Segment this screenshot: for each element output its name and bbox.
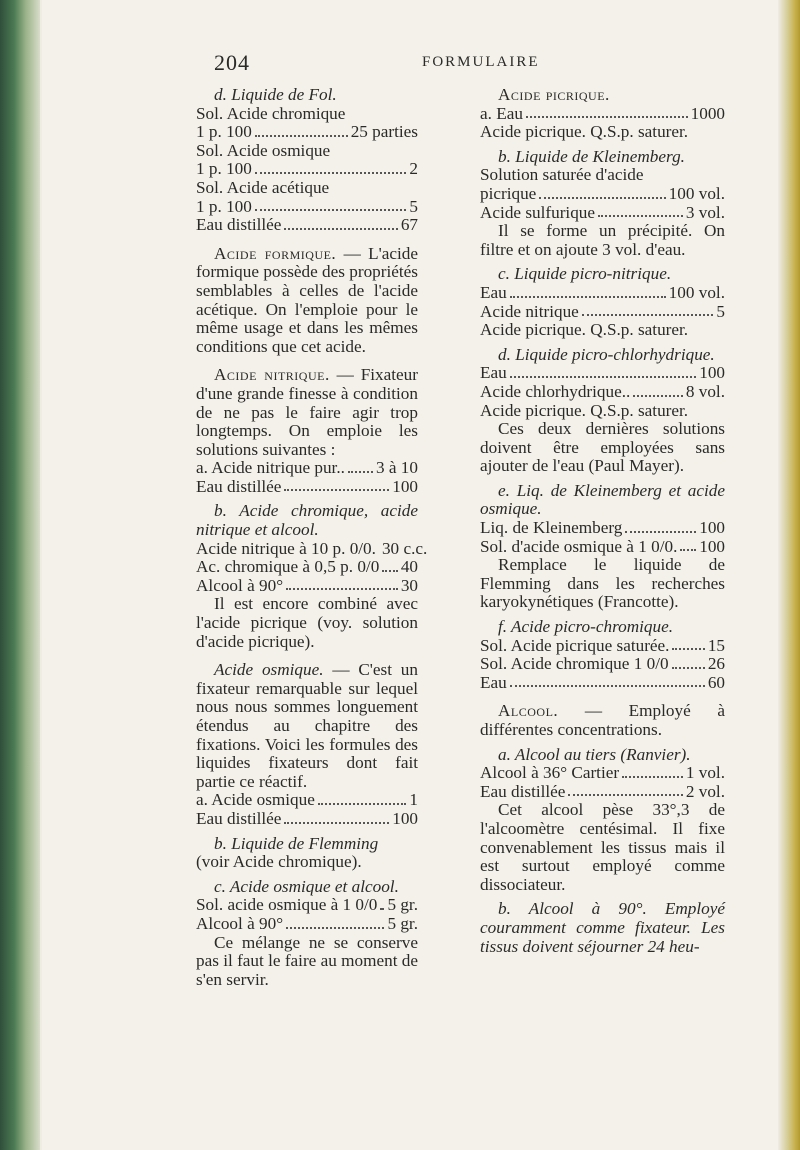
formula-row — [196, 198, 418, 217]
leader-dots — [510, 674, 705, 688]
ingredient-quantity: 5 gr. — [387, 913, 418, 933]
section-text: — L'acide formique possède des propriétés semblables à celles de l'acide acétique. On l'emploie pour le même usage et dans les mêmes conditions que cet acide. — [196, 243, 418, 356]
formula-row — [196, 123, 418, 142]
leader-dots — [680, 538, 696, 552]
leader-dots — [625, 519, 696, 533]
leader-dots — [633, 383, 683, 397]
ingredient-quantity: 8 vol. — [685, 381, 725, 401]
leader-dots — [672, 637, 704, 651]
ingredient-quantity: 1 — [409, 790, 418, 810]
section-text: — Fixateur d'une grande finesse à condition de ne pas le faire agir trop longtemps. On emploie les solutions suivantes : — [196, 365, 418, 459]
formula-row — [196, 558, 418, 577]
ingredient-quantity: 100 vol. — [668, 183, 725, 203]
ingredient-quantity: 100 vol. — [668, 282, 725, 302]
leader-dots — [255, 160, 407, 174]
text-line: Sol. Acide osmique — [196, 140, 331, 160]
ingredient-label: Eau — [480, 363, 507, 383]
leader-dots — [286, 915, 384, 929]
ingredient-label: a. Acide osmique — [196, 790, 315, 810]
text-line: Solution saturée d'acide — [480, 165, 644, 185]
book-spine-left — [0, 0, 40, 1150]
entry-heading: f. Acide picro-chromique. — [498, 617, 674, 637]
section-text: — Employé à différentes concentrations. — [480, 701, 725, 739]
leader-dots — [380, 896, 384, 910]
formula-row — [480, 204, 725, 223]
ingredient-label: Acide sulfurique — [480, 202, 596, 222]
section-paragraph — [196, 366, 418, 459]
ingredient-label: Eau — [480, 672, 507, 692]
ingredient-quantity: 15 — [707, 635, 725, 655]
leader-dots — [598, 204, 683, 218]
formula-row — [480, 519, 725, 538]
ingredient-quantity: 100 — [699, 536, 725, 556]
leader-dots — [382, 558, 398, 572]
ingredient-label: Eau distillée — [196, 215, 282, 235]
formula-row — [480, 284, 725, 303]
text-line: Acide picrique. Q.S.p. saturer. — [480, 320, 689, 340]
leader-dots — [318, 791, 407, 805]
entry-heading: b. Liquide de Flemming — [214, 833, 379, 853]
formula-row — [196, 915, 418, 934]
ingredient-label: a. Eau — [480, 103, 523, 123]
ingredient-quantity: 40 — [400, 557, 418, 577]
formula-row — [480, 538, 725, 557]
ingredient-quantity: 30 — [400, 575, 418, 595]
formula-row — [196, 791, 418, 810]
formula-row — [480, 185, 725, 204]
ingredient-label: 1 p. 100 — [196, 122, 252, 142]
formula-row — [480, 303, 725, 322]
text-line: (voir Acide chromique). — [196, 852, 362, 872]
formula-row — [480, 674, 725, 693]
leader-dots — [622, 764, 683, 778]
section-paragraph — [196, 245, 418, 357]
text-line: Sol. Acide acétique — [196, 177, 330, 197]
ingredient-quantity: 100 — [392, 808, 418, 828]
leader-dots — [582, 303, 714, 317]
leader-dots — [284, 216, 397, 230]
paragraph: Cet alcool pèse 33°,3 de l'alcoomètre centésimal. Il fixe convenablement les tissus mais il est surtout employé comme dissociateur. — [480, 800, 725, 894]
entry-heading: d. Liquide de Fol. — [214, 85, 337, 104]
ingredient-quantity: 5 — [409, 196, 418, 216]
leader-dots — [510, 364, 696, 378]
leader-dots — [510, 284, 666, 298]
left-column — [196, 80, 428, 989]
ingredient-label: 1 p. 100 — [196, 159, 252, 179]
paragraph: Ce mélange ne se conserve pas il faut le faire au moment de s'en servir. — [196, 932, 418, 989]
ingredient-label: 1 p. 100 — [196, 196, 252, 216]
ingredient-quantity: 30 c.c. — [381, 538, 428, 558]
paragraph: Ces deux dernières solutions doivent être employées sans ajouter de l'eau (Paul Mayer). — [480, 419, 725, 476]
ingredient-label: Eau distillée — [196, 476, 282, 496]
ingredient-quantity: 60 — [707, 672, 725, 692]
ingredient-label: Sol. acide osmique à 1 0/0 — [196, 895, 378, 915]
ingredient-quantity: 26 — [707, 654, 725, 674]
ingredient-quantity: 3 vol. — [685, 202, 725, 222]
section-heading: Alcool. — [498, 701, 559, 721]
ingredient-label: Eau distillée — [480, 781, 566, 801]
book-edge-right — [778, 0, 800, 1150]
formula-row — [480, 655, 725, 674]
ingredient-quantity: 2 vol. — [685, 781, 725, 801]
right-column — [480, 80, 725, 956]
section-paragraph — [196, 661, 418, 791]
ingredient-quantity: 5 — [716, 301, 725, 321]
ingredient-label: Sol. Acide chromique 1 0/0 — [480, 654, 669, 674]
section-heading: Acide formique. — [214, 243, 337, 263]
leader-dots — [672, 655, 705, 669]
ingredient-label: Eau distillée — [196, 808, 282, 828]
ingredient-quantity: 3 à 10 — [375, 458, 418, 478]
formula-row — [480, 105, 725, 124]
formula-row — [196, 459, 418, 478]
entry-heading: b. Alcool à 90°. Employé couramment comme fixateur. Les tissus doivent séjourner 24 heu- — [480, 899, 725, 956]
entry-heading: b. Acide chromique, acide nitrique et alcool. — [196, 501, 418, 540]
formula-row — [196, 577, 418, 596]
leader-dots — [255, 123, 348, 137]
text-line: Acide picrique. Q.S.p. saturer. — [480, 400, 689, 420]
ingredient-label: Sol. Acide picrique saturée. — [480, 635, 670, 655]
formula-row — [196, 160, 418, 179]
entry-heading: Acide picrique. — [498, 85, 610, 104]
ingredient-quantity: 100 — [699, 363, 725, 383]
formula-row — [480, 764, 725, 783]
leader-dots — [568, 783, 682, 797]
leader-dots — [284, 478, 389, 492]
leader-dots — [348, 459, 373, 473]
entry-heading: a. Alcool au tiers (Ranvier). — [498, 744, 691, 764]
entry-heading: e. Liq. de Kleinemberg et acide osmique. — [480, 480, 725, 519]
ingredient-quantity: 2 — [409, 159, 418, 179]
ingredient-label: Sol. d'acide osmique à 1 0/0. — [480, 536, 678, 556]
ingredient-quantity: 1000 — [690, 103, 725, 123]
entry-heading: d. Liquide picro-chlorhydrique. — [498, 344, 715, 364]
ingredient-label: picrique — [480, 183, 537, 203]
formula-row — [196, 810, 418, 829]
page-number: 204 — [214, 50, 250, 75]
paragraph: Il est encore combiné avec l'acide picrique (voy. solution d'acide picrique). — [196, 594, 418, 651]
paragraph: Remplace le liquide de Flemming dans les recherches karyokynétiques (Francotte). — [480, 555, 725, 612]
ingredient-quantity: 100 — [392, 476, 418, 496]
leader-dots — [526, 105, 688, 119]
entry-heading: b. Liquide de Kleinemberg. — [498, 146, 685, 166]
ingredient-quantity: 5 gr. — [387, 895, 418, 915]
running-title: FORMULAIRE — [422, 54, 540, 70]
leader-dots — [255, 198, 407, 212]
formula-row — [480, 383, 725, 402]
ingredient-label: Liq. de Kleinemberg — [480, 518, 623, 538]
ingredient-label: Acide nitrique — [480, 301, 579, 321]
section-paragraph — [480, 702, 725, 739]
ingredient-label: Alcool à 90° — [196, 575, 284, 595]
paragraph: Il se forme un précipité. On filtre et on ajoute 3 vol. d'eau. — [480, 221, 725, 259]
formula-row — [196, 896, 418, 915]
ingredient-quantity: 67 — [400, 215, 418, 235]
formula-row — [196, 538, 428, 559]
section-heading: Acide osmique. — [214, 660, 324, 680]
leader-dots — [539, 185, 665, 199]
ingredient-quantity: 1 vol. — [685, 763, 725, 783]
formula-row — [480, 637, 725, 656]
ingredient-label: Alcool à 36° Cartier — [480, 763, 620, 783]
text-line: Acide picrique. Q.S.p. saturer. — [480, 122, 689, 142]
leader-dots — [286, 577, 398, 591]
ingredient-label: Acide chlorhydrique.. — [480, 381, 631, 401]
ingredient-quantity: 100 — [699, 518, 725, 538]
formula-row — [480, 364, 725, 383]
ingredient-label: Acide nitrique à 10 p. 0/0. — [196, 538, 376, 558]
entry-heading: c. Acide osmique et alcool. — [214, 876, 399, 896]
entry-heading: c. Liquide picro-nitrique. — [498, 264, 672, 284]
ingredient-label: a. Acide nitrique pur.. — [196, 458, 345, 478]
leader-dots — [284, 810, 389, 824]
formula-row — [480, 783, 725, 802]
formula-row — [196, 216, 418, 235]
ingredient-label: Eau — [480, 282, 507, 302]
text-line: Sol. Acide chromique — [196, 103, 346, 123]
ingredient-label: Ac. chromique à 0,5 p. 0/0 — [196, 557, 380, 577]
ingredient-label: Alcool à 90° — [196, 913, 284, 933]
formula-row — [196, 478, 418, 497]
ingredient-quantity: 25 parties — [350, 122, 418, 142]
section-text: — C'est un fixateur remarquable sur lequel nous nous sommes longuement étendus au chapitre des fixations. Voici les formules des liquides fixateurs dont fait partie ce réactif. — [196, 660, 418, 791]
section-heading: Acide nitrique. — [214, 365, 330, 385]
